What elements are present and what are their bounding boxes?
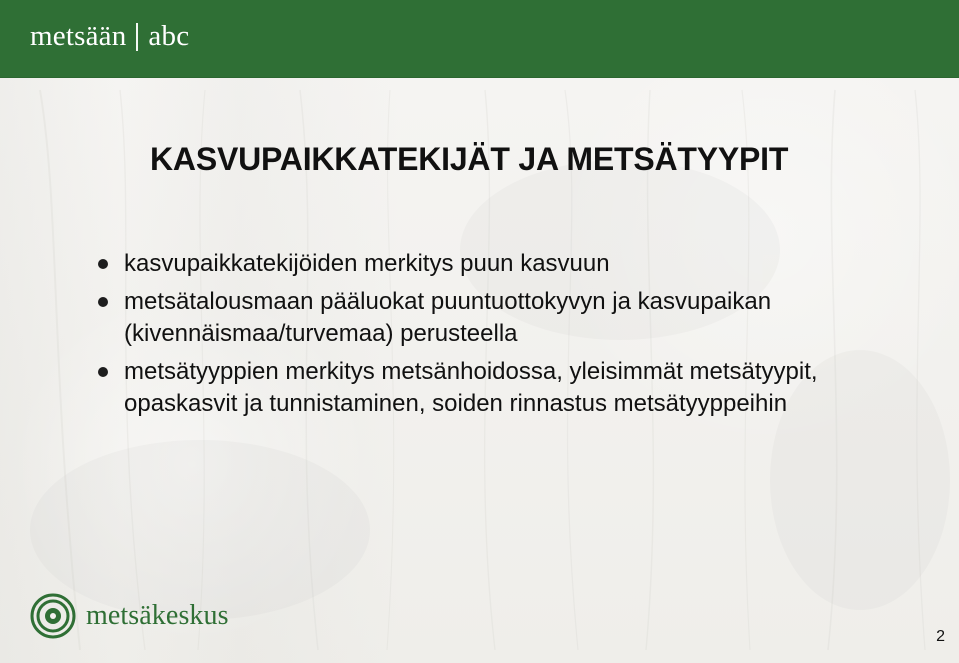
bullet-list <box>88 248 878 420</box>
bullet-text-3: metsätyyppien merkitys metsänhoidossa, yleisimmät metsätyypit, opaskasvit ja tunnistaminen, soiden rinnastus metsätyyppeihin <box>124 358 818 417</box>
bullet-item-2 <box>88 286 878 350</box>
page-number: 2 <box>936 628 945 645</box>
footer-brand-text: metsäkeskus <box>86 600 229 631</box>
bullet-dot-icon <box>98 259 108 269</box>
header-bar <box>0 0 959 78</box>
bullet-text-1: kasvupaikkatekijöiden merkitys puun kasvuun <box>124 250 610 277</box>
bullet-dot-icon <box>98 297 108 307</box>
header-brand-logo <box>30 22 189 51</box>
bullet-item-3 <box>88 356 878 420</box>
header-brand-divider <box>136 23 138 51</box>
bullet-text-2: metsätalousmaan pääluokat puuntuottokyvyn ja kasvupaikan (kivennäismaa/turvemaa) perusteella <box>124 288 772 347</box>
bullet-dot-icon <box>98 367 108 377</box>
concentric-circle-logo-icon <box>30 593 76 639</box>
header-brand-right: abc <box>148 20 190 52</box>
bullet-item-1 <box>88 248 878 280</box>
footer-logo <box>30 593 229 639</box>
header-brand-left: metsään <box>30 20 127 52</box>
slide-title: KASVUPAIKKATEKIJÄT JA METSÄTYYPIT <box>150 141 789 177</box>
